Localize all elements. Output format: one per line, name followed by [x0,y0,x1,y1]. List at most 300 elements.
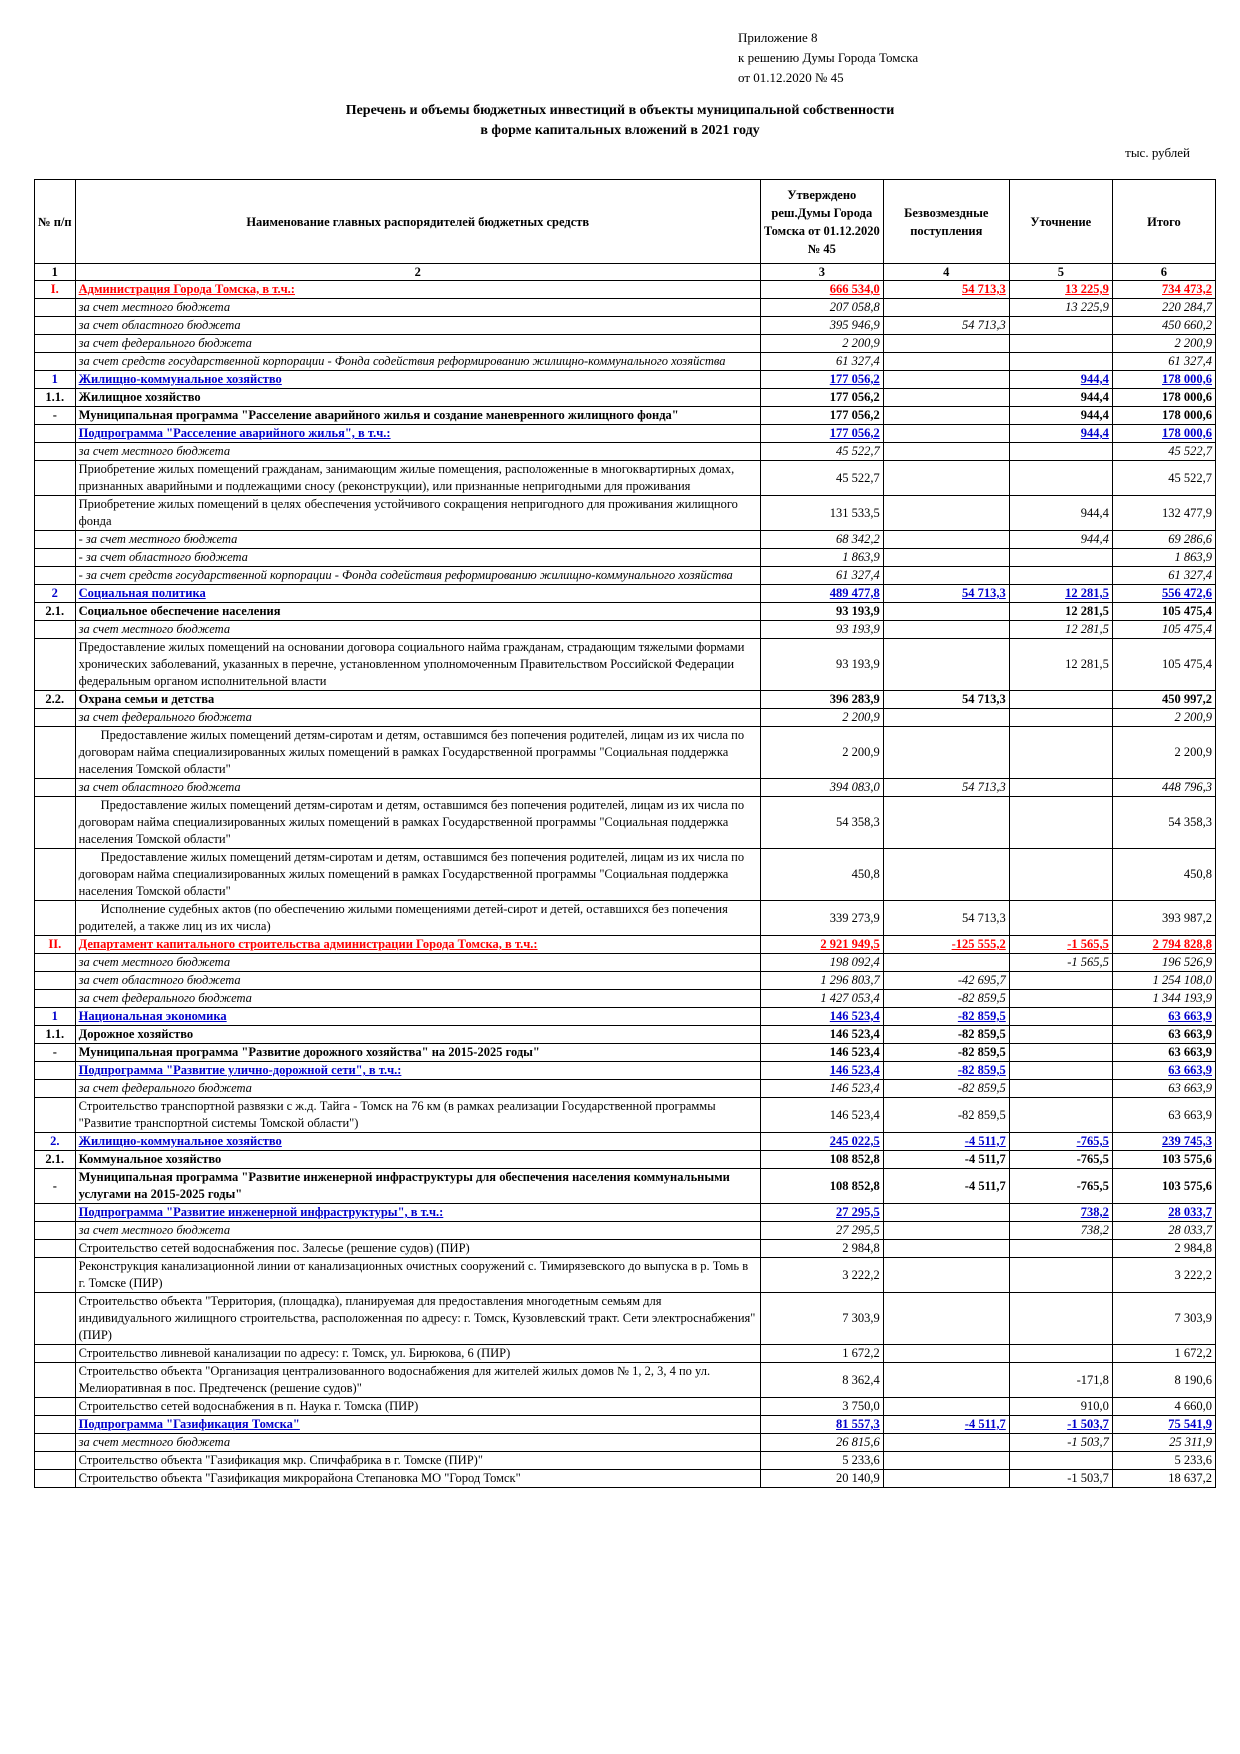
row-adjustment [1009,1293,1112,1345]
row-adjustment [1009,691,1112,709]
row-approved: 93 193,9 [760,621,883,639]
row-total: 3 222,2 [1112,1258,1215,1293]
row-number [35,1363,76,1398]
row-adjustment: -1 565,5 [1009,936,1112,954]
row-adjustment: -1 565,5 [1009,954,1112,972]
table-body [35,281,1216,1488]
row-grants [883,621,1009,639]
row-adjustment [1009,549,1112,567]
table-row [35,621,1216,639]
row-number [35,727,76,779]
table-row [35,317,1216,335]
row-adjustment [1009,797,1112,849]
row-total: 63 663,9 [1112,1080,1215,1098]
row-total: 2 200,9 [1112,709,1215,727]
row-grants: 54 713,3 [883,585,1009,603]
row-approved: 396 283,9 [760,691,883,709]
row-grants: 54 713,3 [883,691,1009,709]
table-row [35,1169,1216,1204]
row-total: 1 254 108,0 [1112,972,1215,990]
row-adjustment: 738,2 [1009,1222,1112,1240]
row-number [35,954,76,972]
row-approved: 27 295,5 [760,1222,883,1240]
row-approved: 108 852,8 [760,1151,883,1169]
table-row [35,1222,1216,1240]
row-number [35,1080,76,1098]
table-row [35,407,1216,425]
row-adjustment [1009,1258,1112,1293]
table-row [35,461,1216,496]
row-grants [883,425,1009,443]
row-name: за счет местного бюджета [75,1434,760,1452]
row-approved: 1 863,9 [760,549,883,567]
row-approved: 20 140,9 [760,1470,883,1488]
row-number [35,335,76,353]
row-approved: 666 534,0 [760,281,883,299]
table-row [35,1434,1216,1452]
table-row [35,496,1216,531]
appendix-line: Приложение 8 [738,30,818,45]
table-row [35,936,1216,954]
row-approved: 54 358,3 [760,797,883,849]
row-adjustment [1009,1240,1112,1258]
row-name: за счет федерального бюджета [75,990,760,1008]
row-adjustment: -765,5 [1009,1133,1112,1151]
row-adjustment: 944,4 [1009,496,1112,531]
row-approved: 177 056,2 [760,371,883,389]
table-row [35,1080,1216,1098]
row-approved: 245 022,5 [760,1133,883,1151]
row-name: Строительство сетей водоснабжения пос. Залесье (решение судов) (ПИР) [75,1240,760,1258]
row-grants [883,849,1009,901]
row-name: за счет местного бюджета [75,443,760,461]
row-approved: 2 200,9 [760,709,883,727]
row-number [35,1452,76,1470]
row-total: 45 522,7 [1112,443,1215,461]
row-approved: 3 750,0 [760,1398,883,1416]
row-total: 450,8 [1112,849,1215,901]
row-approved: 93 193,9 [760,639,883,691]
table-row [35,849,1216,901]
row-adjustment: 910,0 [1009,1398,1112,1416]
table-row [35,1204,1216,1222]
row-grants [883,1345,1009,1363]
row-name: Социальное обеспечение населения [75,603,760,621]
row-total: 25 311,9 [1112,1434,1215,1452]
row-approved: 146 523,4 [760,1062,883,1080]
row-grants: -82 859,5 [883,1044,1009,1062]
row-grants: -4 511,7 [883,1151,1009,1169]
row-approved: 61 327,4 [760,567,883,585]
row-grants [883,549,1009,567]
table-row [35,443,1216,461]
table-row [35,1363,1216,1398]
column-number-row [35,264,1216,281]
row-adjustment [1009,335,1112,353]
row-total: 178 000,6 [1112,371,1215,389]
row-grants [883,443,1009,461]
row-grants: 54 713,3 [883,779,1009,797]
row-grants: -125 555,2 [883,936,1009,954]
row-name: за счет областного бюджета [75,779,760,797]
row-grants: -4 511,7 [883,1133,1009,1151]
table-row [35,1044,1216,1062]
row-grants [883,1363,1009,1398]
table-row [35,1098,1216,1133]
row-number [35,1222,76,1240]
row-adjustment: 12 281,5 [1009,621,1112,639]
row-number [35,639,76,691]
row-total: 556 472,6 [1112,585,1215,603]
row-approved: 131 533,5 [760,496,883,531]
row-approved: 177 056,2 [760,407,883,425]
row-adjustment: -765,5 [1009,1151,1112,1169]
row-total: 45 522,7 [1112,461,1215,496]
row-number [35,299,76,317]
row-total: 178 000,6 [1112,425,1215,443]
row-number: I. [35,281,76,299]
row-grants [883,1222,1009,1240]
row-name: Жилищно-коммунальное хозяйство [75,1133,760,1151]
row-approved: 7 303,9 [760,1293,883,1345]
row-total: 18 637,2 [1112,1470,1215,1488]
row-number: 2. [35,1133,76,1151]
row-adjustment: -1 503,7 [1009,1434,1112,1452]
row-number [35,1345,76,1363]
header-name: Наименование главных распорядителей бюджетных средств [75,180,760,264]
row-approved: 93 193,9 [760,603,883,621]
table-row [35,1240,1216,1258]
row-grants [883,727,1009,779]
row-grants [883,1470,1009,1488]
row-number [35,1434,76,1452]
row-name: Строительство объекта "Организация централизованного водоснабжения для жителей жилых домов № 1, 2, 3, 4 по ул. Мелиоративная в пос. Предтеченск (решение судов)" [75,1363,760,1398]
row-total: 450 997,2 [1112,691,1215,709]
row-name: Строительство объекта "Газификация мкр. Спичфабрика в г. Томске (ПИР)" [75,1452,760,1470]
row-total: 239 745,3 [1112,1133,1215,1151]
row-number [35,901,76,936]
row-name: Жилищно-коммунальное хозяйство [75,371,760,389]
table-row [35,1470,1216,1488]
row-name: Муниципальная программа "Развитие дорожного хозяйства" на 2015-2025 годы" [75,1044,760,1062]
row-total: 69 286,6 [1112,531,1215,549]
table-row [35,797,1216,849]
row-name: Приобретение жилых помещений в целях обеспечения устойчивого сокращения непригодного для проживания жилищного фонда [75,496,760,531]
row-number: 2.1. [35,1151,76,1169]
table-row [35,1293,1216,1345]
row-number [35,1240,76,1258]
row-adjustment [1009,1345,1112,1363]
row-approved: 61 327,4 [760,353,883,371]
row-approved: 489 477,8 [760,585,883,603]
row-approved: 2 200,9 [760,727,883,779]
row-name: Подпрограмма "Развитие инженерной инфраструктуры", в т.ч.: [75,1204,760,1222]
row-name: Строительство транспортной развязки с ж.д. Тайга - Томск на 76 км (в рамках реализации Государственной программы "Развитие транспортной системы Томской области") [75,1098,760,1133]
row-adjustment: 944,4 [1009,425,1112,443]
appendix-line: к решению Думы Города Томска [738,50,919,65]
row-total: 5 233,6 [1112,1452,1215,1470]
row-grants [883,461,1009,496]
row-total: 63 663,9 [1112,1044,1215,1062]
row-name: Подпрограмма "Расселение аварийного жилья", в т.ч.: [75,425,760,443]
table-row [35,1008,1216,1026]
row-number [35,1416,76,1434]
table-row [35,639,1216,691]
row-grants [883,1452,1009,1470]
row-grants: 54 713,3 [883,281,1009,299]
row-grants [883,709,1009,727]
row-name: Приобретение жилых помещений гражданам, занимающим жилые помещения, расположенные в многоквартирных домах, признанных аварийными и подлежащими сносу (реконструкции), или признанные непригодными для проживания [75,461,760,496]
row-adjustment [1009,990,1112,1008]
row-grants [883,1258,1009,1293]
table-row [35,353,1216,371]
table-row [35,1416,1216,1434]
row-grants [883,353,1009,371]
document-title [0,101,1240,141]
row-name: за счет местного бюджета [75,1222,760,1240]
row-approved: 146 523,4 [760,1044,883,1062]
row-approved: 146 523,4 [760,1008,883,1026]
row-total: 61 327,4 [1112,567,1215,585]
table-row [35,567,1216,585]
row-number [35,797,76,849]
row-adjustment [1009,1452,1112,1470]
table-row [35,585,1216,603]
table-row [35,779,1216,797]
row-approved: 81 557,3 [760,1416,883,1434]
row-grants [883,1240,1009,1258]
row-total: 220 284,7 [1112,299,1215,317]
row-adjustment [1009,443,1112,461]
row-grants [883,335,1009,353]
row-adjustment: 944,4 [1009,371,1112,389]
row-name: Подпрограмма "Газификация Томска" [75,1416,760,1434]
column-number: 5 [1009,264,1112,281]
row-number: 1.1. [35,389,76,407]
row-approved: 146 523,4 [760,1026,883,1044]
row-approved: 26 815,6 [760,1434,883,1452]
row-number [35,990,76,1008]
row-name: Предоставление жилых помещений детям-сиротам и детям, оставшимся без попечения родителей, лицам из их числа по договорам найма специализированных жилых помещений в рамках Государственной программы "Социальная поддержка населения Томской области" [75,727,760,779]
table-row [35,972,1216,990]
row-total: 450 660,2 [1112,317,1215,335]
row-number [35,709,76,727]
row-number: II. [35,936,76,954]
table-row [35,1398,1216,1416]
row-number [35,779,76,797]
row-name: за счет местного бюджета [75,299,760,317]
table-row [35,549,1216,567]
row-number [35,496,76,531]
row-grants [883,299,1009,317]
row-adjustment [1009,317,1112,335]
row-name: Муниципальная программа "Расселение аварийного жилья и создание маневренного жилищного фонда" [75,407,760,425]
row-adjustment [1009,1008,1112,1026]
row-adjustment [1009,901,1112,936]
row-number [35,317,76,335]
row-name: Социальная политика [75,585,760,603]
row-approved: 395 946,9 [760,317,883,335]
row-total: 8 190,6 [1112,1363,1215,1398]
row-total: 54 358,3 [1112,797,1215,849]
row-name: Администрация Города Томска, в т.ч.: [75,281,760,299]
row-grants: -82 859,5 [883,1026,1009,1044]
row-approved: 2 200,9 [760,335,883,353]
row-number [35,443,76,461]
column-number: 6 [1112,264,1215,281]
row-number [35,1062,76,1080]
row-number [35,1398,76,1416]
row-total: 7 303,9 [1112,1293,1215,1345]
row-number [35,1204,76,1222]
table-row [35,335,1216,353]
table-row [35,425,1216,443]
row-name: Департамент капитального строительства администрации Города Томска, в т.ч.: [75,936,760,954]
row-total: 2 984,8 [1112,1240,1215,1258]
header-approved: Утверждено реш.Думы Города Томска от 01.12.2020 № 45 [760,180,883,264]
table-row [35,1062,1216,1080]
row-adjustment [1009,1044,1112,1062]
row-adjustment: 944,4 [1009,531,1112,549]
row-adjustment: 12 281,5 [1009,585,1112,603]
row-name: за счет областного бюджета [75,972,760,990]
row-number [35,1470,76,1488]
row-total: 196 526,9 [1112,954,1215,972]
row-adjustment: 13 225,9 [1009,281,1112,299]
table-row [35,1452,1216,1470]
row-name: Жилищное хозяйство [75,389,760,407]
row-adjustment: 944,4 [1009,407,1112,425]
table-row [35,531,1216,549]
row-number: 2.1. [35,603,76,621]
header-grants: Безвозмездные поступления [883,180,1009,264]
row-grants [883,496,1009,531]
row-number [35,531,76,549]
row-approved: 198 092,4 [760,954,883,972]
row-number [35,621,76,639]
row-grants [883,603,1009,621]
row-name: Строительство объекта "Территория, (площадка), планируемая для предоставления многодетным семьям для индивидуального жилищного строительства, расположенная по адресу: г. Томск, Кузовлевский тракт. Сети электроснабжения" (ПИР) [75,1293,760,1345]
row-approved: 450,8 [760,849,883,901]
row-approved: 5 233,6 [760,1452,883,1470]
row-number: 2 [35,585,76,603]
header-total: Итого [1112,180,1215,264]
row-total: 178 000,6 [1112,389,1215,407]
table-row [35,281,1216,299]
row-total: 63 663,9 [1112,1008,1215,1026]
row-total: 75 541,9 [1112,1416,1215,1434]
row-grants: 54 713,3 [883,317,1009,335]
row-name: Реконструкция канализационной линии от канализационных очистных сооружений с. Тимирязевского до выпуска в р. Томь в г. Томске (ПИР) [75,1258,760,1293]
row-number [35,567,76,585]
row-total: 1 344 193,9 [1112,990,1215,1008]
column-number: 3 [760,264,883,281]
title-line: Перечень и объемы бюджетных инвестиций в объекты муниципальной собственности [345,103,895,118]
row-name: за счет федерального бюджета [75,709,760,727]
table-row [35,1258,1216,1293]
row-name: за счет федерального бюджета [75,1080,760,1098]
row-name: Предоставление жилых помещений детям-сиротам и детям, оставшимся без попечения родителей, лицам из их числа по договорам найма специализированных жилых помещений в рамках Государственной программы "Социальная поддержка населения Томской области" [75,849,760,901]
row-total: 63 663,9 [1112,1062,1215,1080]
row-total: 132 477,9 [1112,496,1215,531]
row-adjustment: 738,2 [1009,1204,1112,1222]
row-total: 63 663,9 [1112,1098,1215,1133]
table-row [35,389,1216,407]
row-name: - за счет областного бюджета [75,549,760,567]
row-approved: 45 522,7 [760,443,883,461]
row-grants [883,531,1009,549]
row-grants [883,797,1009,849]
row-name: Подпрограмма "Развитие улично-дорожной сети", в т.ч.: [75,1062,760,1080]
row-adjustment [1009,709,1112,727]
table-row [35,727,1216,779]
row-number: 1 [35,371,76,389]
row-adjustment [1009,567,1112,585]
row-adjustment [1009,779,1112,797]
title-line: в форме капитальных вложений в 2021 году [480,123,760,138]
row-total: 1 863,9 [1112,549,1215,567]
row-approved: 146 523,4 [760,1098,883,1133]
row-total: 28 033,7 [1112,1222,1215,1240]
row-name: Дорожное хозяйство [75,1026,760,1044]
row-name: Предоставление жилых помещений детям-сиротам и детям, оставшимся без попечения родителей, лицам из их числа по договорам найма специализированных жилых помещений в рамках Государственной программы "Социальная поддержка населения Томской области" [75,797,760,849]
row-name: - за счет местного бюджета [75,531,760,549]
row-name: Предоставление жилых помещений на основании договора социального найма гражданам, страдающим тяжелыми формами хронических заболеваний, указанных в перечне, установленном уполномоченным Правительством Российской Федерации федеральным органом исполнительной власти [75,639,760,691]
row-grants [883,1398,1009,1416]
row-adjustment: -171,8 [1009,1363,1112,1398]
row-total: 105 475,4 [1112,603,1215,621]
row-number [35,353,76,371]
row-adjustment: 12 281,5 [1009,603,1112,621]
row-number [35,425,76,443]
row-adjustment [1009,1062,1112,1080]
row-approved: 3 222,2 [760,1258,883,1293]
row-number: - [35,407,76,425]
row-total: 448 796,3 [1112,779,1215,797]
row-adjustment: 944,4 [1009,389,1112,407]
header-row [35,180,1216,264]
table-row [35,1133,1216,1151]
row-number: 1 [35,1008,76,1026]
row-grants: -4 511,7 [883,1169,1009,1204]
row-approved: 146 523,4 [760,1080,883,1098]
header-num: № п/п [35,180,76,264]
row-adjustment: -1 503,7 [1009,1416,1112,1434]
table-row [35,954,1216,972]
table-row [35,901,1216,936]
row-name: за счет областного бюджета [75,317,760,335]
row-grants [883,567,1009,585]
row-approved: 108 852,8 [760,1169,883,1204]
row-name: Коммунальное хозяйство [75,1151,760,1169]
column-number: 1 [35,264,76,281]
row-number: 1.1. [35,1026,76,1044]
row-name: за счет местного бюджета [75,954,760,972]
row-total: 105 475,4 [1112,639,1215,691]
row-grants: -82 859,5 [883,1062,1009,1080]
table-row [35,603,1216,621]
appendix-note [738,28,918,88]
table-row [35,990,1216,1008]
row-approved: 394 083,0 [760,779,883,797]
table-row [35,691,1216,709]
row-total: 63 663,9 [1112,1026,1215,1044]
row-total: 734 473,2 [1112,281,1215,299]
row-name: Строительство ливневой канализации по адресу: г. Томск, ул. Бирюкова, 6 (ПИР) [75,1345,760,1363]
row-grants [883,1434,1009,1452]
row-grants: -82 859,5 [883,1098,1009,1133]
row-name: Охрана семьи и детства [75,691,760,709]
